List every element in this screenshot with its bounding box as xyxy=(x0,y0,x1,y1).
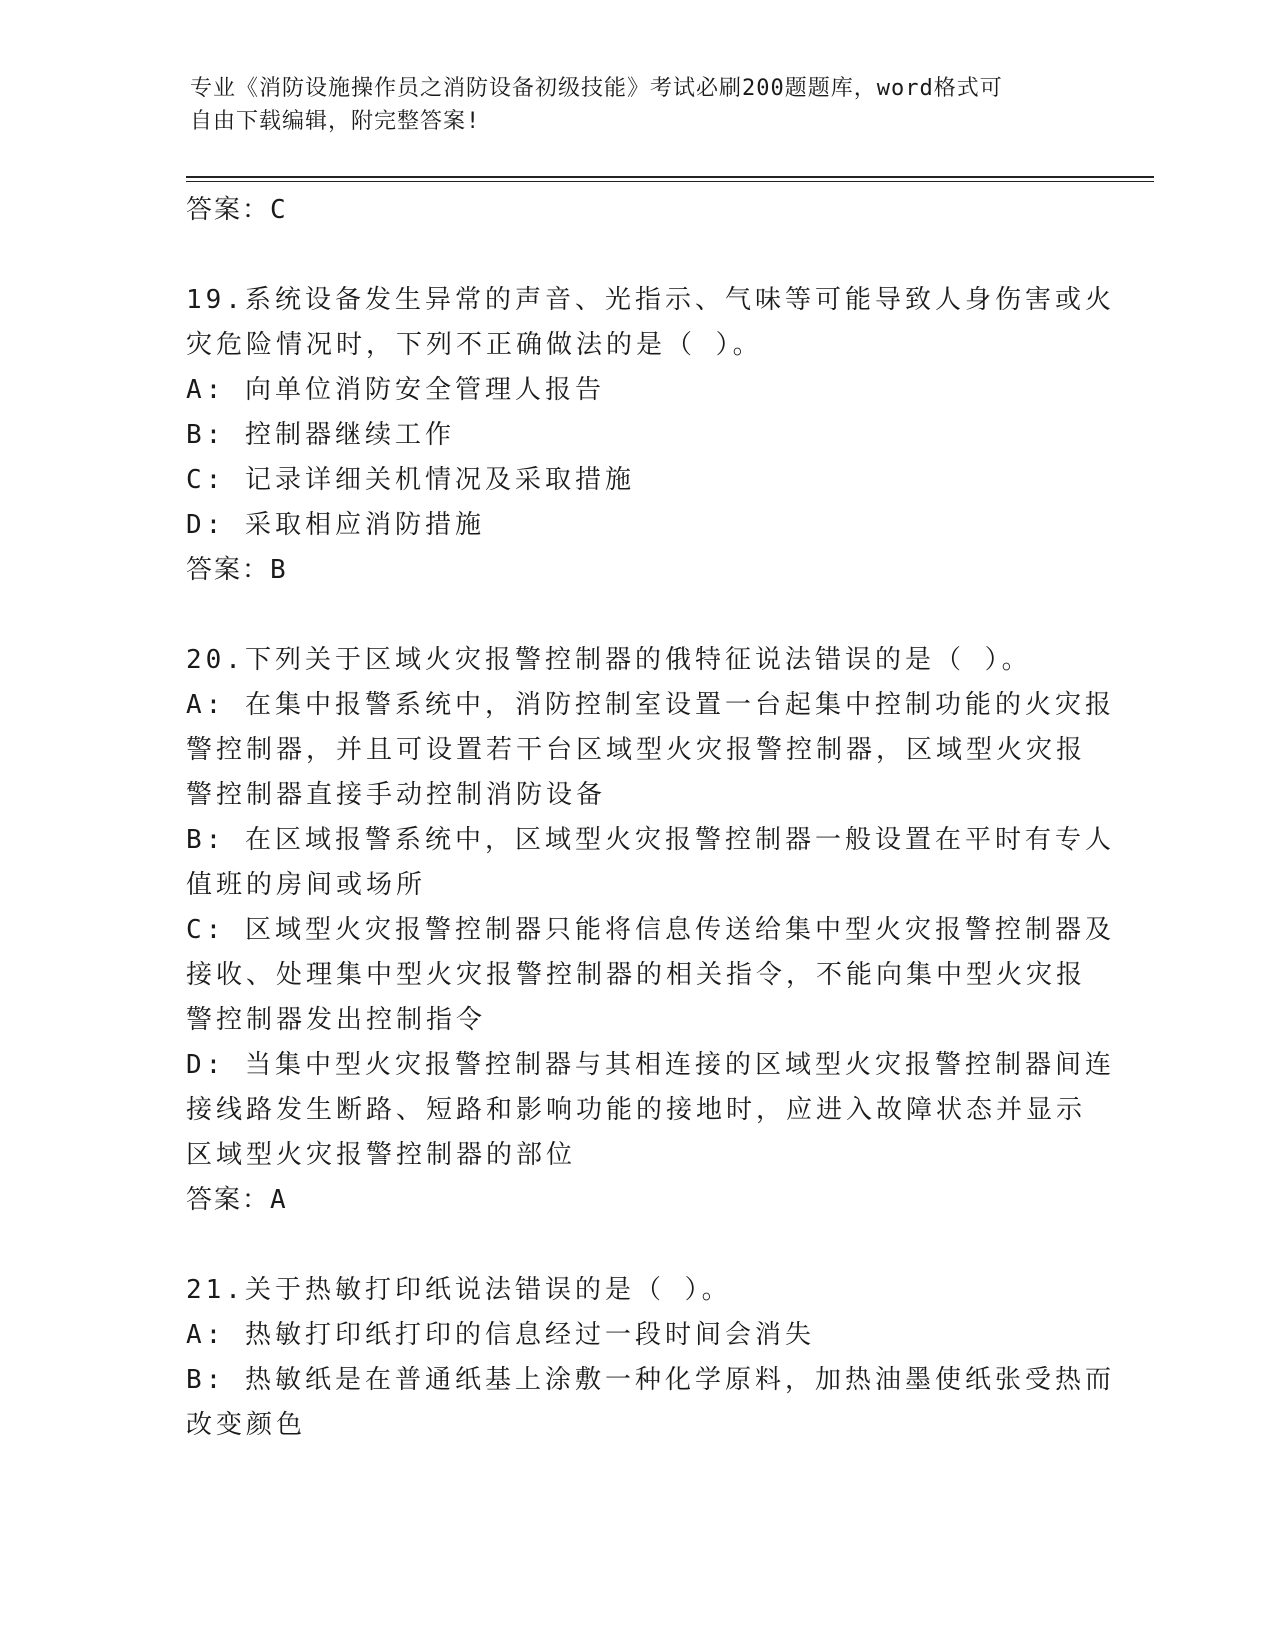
answer-previous: 答案：C xyxy=(186,195,288,225)
question-19-stem-line-2: 灾危险情况时，下列不正确做法的是（ ）。 xyxy=(186,330,763,360)
document-header xyxy=(190,72,1070,138)
question-20-option-c-line-1: C: 区域型火灾报警控制器只能将信息传送给集中型火灾报警控制器及 xyxy=(186,915,1115,945)
question-19 xyxy=(186,278,1115,593)
question-19-option-d: D: 采取相应消防措施 xyxy=(186,510,485,540)
header-line-1: 专业《消防设施操作员之消防设备初级技能》考试必刷200题题库，word格式可 xyxy=(190,76,1003,101)
header-divider-thick xyxy=(186,176,1154,178)
question-20-stem: 20.下列关于区域火灾报警控制器的俄特征说法错误的是（ ）。 xyxy=(186,645,1032,675)
question-19-option-c: C: 记录详细关机情况及采取措施 xyxy=(186,465,635,495)
question-20-option-a-line-3: 警控制器直接手动控制消防设备 xyxy=(186,780,607,810)
question-content xyxy=(186,188,1115,1448)
question-20-option-a-line-2: 警控制器，并且可设置若干台区域型火灾报警控制器，区域型火灾报 xyxy=(186,735,1087,765)
question-20-option-b-line-1: B: 在区域报警系统中，区域型火灾报警控制器一般设置在平时有专人 xyxy=(186,825,1115,855)
question-20-option-d-line-1: D: 当集中型火灾报警控制器与其相连接的区域型火灾报警控制器间连 xyxy=(186,1050,1115,1080)
question-21-stem: 21.关于热敏打印纸说法错误的是（ ）。 xyxy=(186,1275,732,1305)
question-20-option-d-line-2: 接线路发生断路、短路和影响功能的接地时，应进入故障状态并显示 xyxy=(186,1095,1087,1125)
question-20-option-c-line-2: 接收、处理集中型火灾报警控制器的相关指令，不能向集中型火灾报 xyxy=(186,960,1087,990)
question-21-option-b-line-1: B: 热敏纸是在普通纸基上涂敷一种化学原料，加热油墨使纸张受热而 xyxy=(186,1365,1115,1395)
question-20-option-b-line-2: 值班的房间或场所 xyxy=(186,870,427,900)
question-20-answer: 答案：A xyxy=(186,1185,288,1215)
question-21 xyxy=(186,1268,1115,1448)
spacer xyxy=(186,593,1086,638)
question-19-option-b: B: 控制器继续工作 xyxy=(186,420,455,450)
question-20 xyxy=(186,638,1115,1223)
spacer xyxy=(186,233,1086,278)
question-19-stem-line-1: 19.系统设备发生异常的声音、光指示、气味等可能导致人身伤害或火 xyxy=(186,285,1115,315)
question-21-option-a: A: 热敏打印纸打印的信息经过一段时间会消失 xyxy=(186,1320,815,1350)
header-divider-thin xyxy=(186,181,1154,182)
question-20-option-c-line-3: 警控制器发出控制指令 xyxy=(186,1005,487,1035)
question-21-option-b-line-2: 改变颜色 xyxy=(186,1410,307,1440)
question-20-option-a-line-1: A: 在集中报警系统中，消防控制室设置一台起集中控制功能的火灾报 xyxy=(186,690,1115,720)
question-19-answer: 答案：B xyxy=(186,555,288,585)
question-20-option-d-line-3: 区域型火灾报警控制器的部位 xyxy=(186,1140,577,1170)
header-line-2: 自由下载编辑，附完整答案! xyxy=(190,109,481,134)
question-19-option-a: A: 向单位消防安全管理人报告 xyxy=(186,375,605,405)
spacer xyxy=(186,1223,1086,1268)
